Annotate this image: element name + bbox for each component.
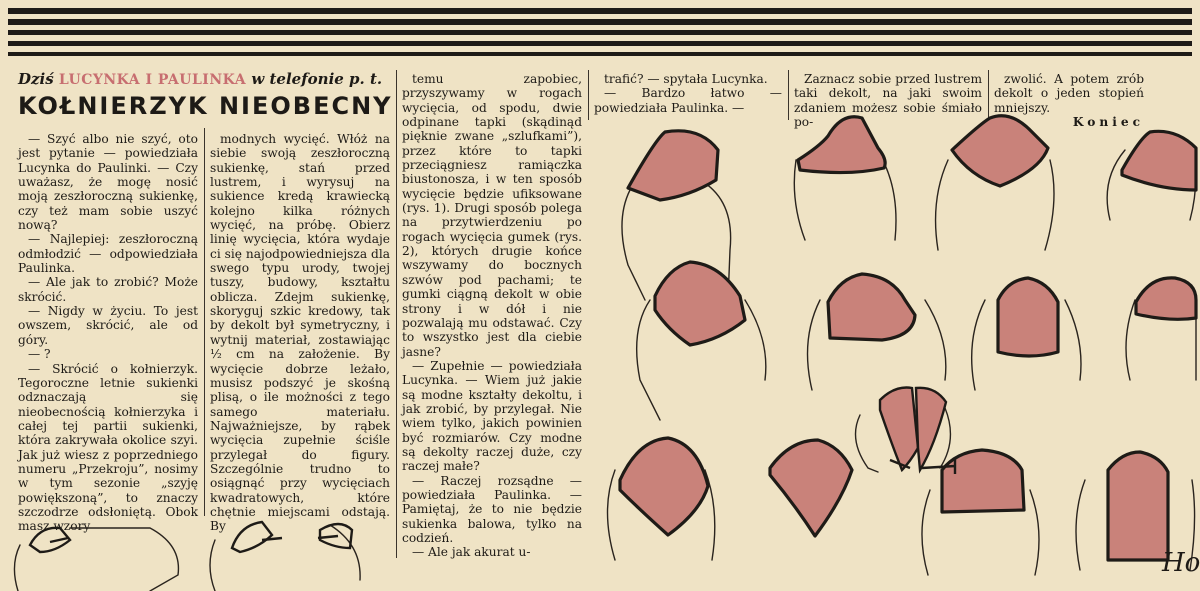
paragraph: — Najlepiej: zeszłoroczną odmłodzić — odpowiedziała Paulinka. — [18, 232, 198, 276]
header-suffix: w telefonie p. t. — [251, 70, 383, 88]
paragraph: — Szyć albo nie szyć, oto jest pytanie — powiedziała Lucynka do Paulinki. — Czy uważasz, że mogę nosić moją zeszłoroczną sukienkę, czy też mam sobie uszyć nową? — [18, 132, 198, 233]
paragraph: Zaznacz sobie przed lustrem taki dekolt, na jaki swoim zdaniem możesz sobie śmiało po- — [794, 72, 982, 130]
neckline-v-shape — [628, 131, 718, 200]
header-prefix: Dziś — [18, 70, 54, 88]
neckline-square-shape — [998, 278, 1058, 356]
paragraph: — Zupełnie — powiedziała Lucynka. — Wiem już jakie są modne kształty dekoltu, i jak zrobić, by przylegał. Nie wiem tylko, jakich powinien być rozmiarów. Czy modne są dekolty raczej duże, czy raczej małe? — [402, 358, 582, 474]
bodice-outline — [14, 528, 178, 591]
paragraph: modnych wycięć. Włóż na siebie swoją zeszłoroczną sukienkę, stań przed lustrem, i wyrysuj na sukience kredą krawiecką kolejno kilka różnych wycięć, na próbę. Obierz linię wycięcia, która wydaje ci się najodpowiedniejsza dla swego typu urody, twojej tuszy, budowy, kształtu oblicza. Zdejm sukienkę, skoryguj szkic kredowy, tak by dekolt był symetryczny, i wytnij materiał, zostawiając ½ cm na założenie. By wycięcie dobrze leżało, musisz podszyć je skośną plisą, o ile możności z tego samego materiału. Najważniejsze, by rąbek wycięcia zupełnie ściśle przylegał do figury. Szczególnie trudno to osiągnąć przy wycięciach kwadratowych, które chętnie miejscami odstają. By — [210, 132, 390, 534]
neckline-v-shape — [770, 440, 852, 536]
strap-tab — [262, 536, 338, 540]
neckline-square-shape — [828, 274, 915, 340]
paragraph: — Ale jak akurat u- — [412, 545, 531, 560]
neckline-round-shape — [1122, 131, 1196, 190]
neckline-square-shape — [952, 116, 1048, 186]
strap-tab — [50, 538, 68, 542]
paragraph: — Skrócić o kołnierzyk. Tegoroczne letnie sukienki odznaczają się nieobecnością kołnierzyka i całej tej partii sukienki, która zakrywała okolice szyi. Jak już wiesz z poprzedniego numeru „Przekroju”, nosimy w tym sezonie „szyję powiększoną”, to znaczy szczodrze odsłoniętą. Obok masz wzory — [18, 361, 198, 534]
lower-left-sketches — [30, 522, 352, 552]
paragraph: trafić? — spytała Lucynka. — [604, 72, 768, 86]
wrap-neckline-shape — [880, 388, 918, 471]
neckline-square-shape — [1108, 452, 1168, 560]
paragraph: — Bardzo łatwo — powiedziała Paulinka. — — [594, 86, 782, 115]
article-ending: Koniec — [1072, 115, 1144, 130]
neckline-v-shape — [655, 262, 745, 345]
neckline-shapes — [620, 116, 1196, 560]
neckline-square-shape — [798, 117, 885, 173]
paragraph: temu zapobiec, przyszywamy w rogach wycięcia, od spodu, dwie odpinane tapki (skądinąd pięknie zwane „szlufkami”), przez które to tapki przeciągniesz ramiączka biustonosza, i w ten sposób wycięcie będzie ufiksowane (rys. 1). Drugi sposób polega na przytwierdzeniu po rogach wycięcia gumek (rys. 2), których drugie końce wszywamy do bocznych szwów pod pachami; te gumki ciągną dekolt w obie strony i w dół i nie pozwalają mu odstawać. Czy to wszystko jest dla ciebie jasne? — [402, 72, 582, 359]
neckline-round-shape — [1136, 278, 1196, 319]
artist-signature: Ho — [1162, 548, 1200, 578]
paragraph: — Nigdy w życiu. To jest owszem, skrócić, ale od góry. — [18, 304, 198, 347]
paragraph: — ? — [28, 347, 51, 362]
paragraph: — Ale jak to zrobić? Może skrócić. — [18, 275, 198, 304]
bodice-sketch-outlines — [14, 150, 1196, 591]
wrap-neckline-shape — [916, 388, 946, 470]
paragraph: — Raczej rozsądne — powiedziała Paulinka. — Pamiętaj, że to nie będzie sukienka balowa, tylko na codzień. — [402, 473, 582, 545]
article-title: KOŁNIERZYK NIEOBECNY — [18, 92, 393, 120]
neckline-v-shape — [620, 438, 708, 535]
paragraph: zwolić. A potem zrób dekolt o jeden stopień mniejszy. — [994, 72, 1144, 115]
sleeve-outline — [232, 522, 272, 552]
header-names: LUCYNKA I PAULINKA — [58, 72, 247, 88]
